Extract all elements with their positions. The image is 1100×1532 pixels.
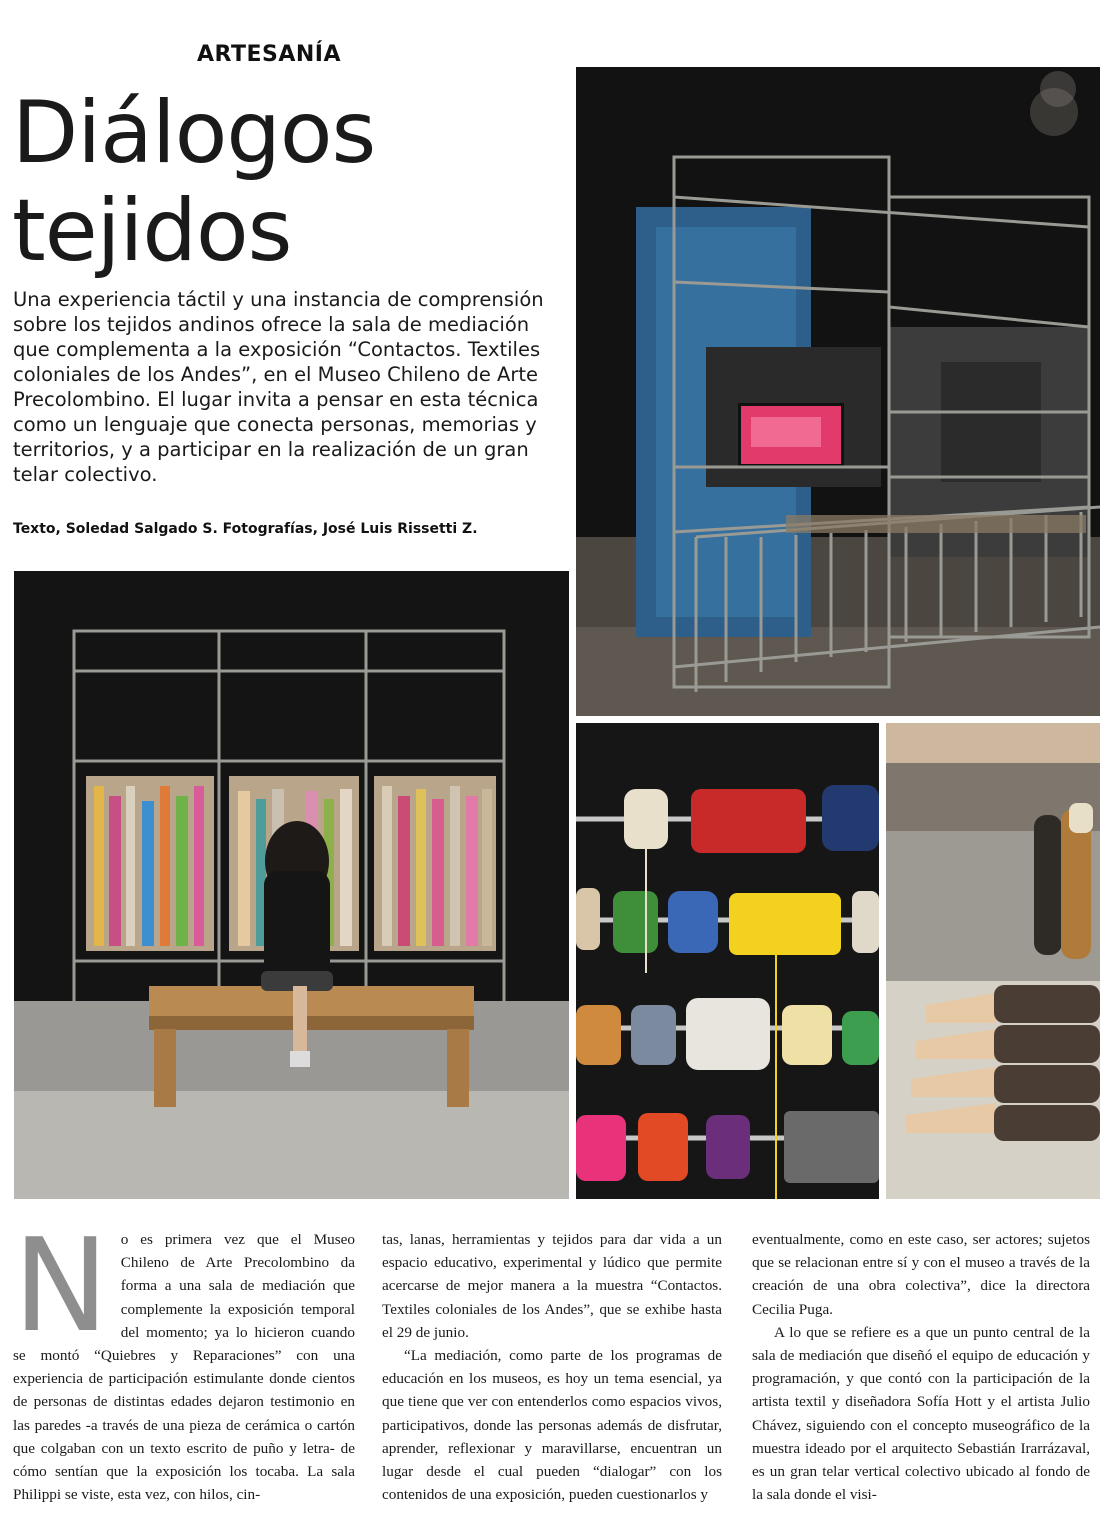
body-paragraph: tas, lanas, herramientas y tejidos para dar vida a un espacio educativo, experimental y lúdico que permite acercarse de mejor manera a la muestra “Contactos. Textiles coloniales de los Andes”, que se exhibe hasta el 29 de junio. (382, 1231, 722, 1341)
lede-paragraph: Una experiencia táctil y una instancia de comprensión sobre los tejidos andinos ofrece la sala de mediación que complementa a la exposición “Contactos. Textiles coloniales de los Andes”, en el Museo Chileno de Arte Precolombino. El lugar invita a pensar en esta técnica como un lenguaje que conecta personas, memorias y territorios, y a participar en la realización de un gran telar colectivo. (13, 288, 544, 486)
weaving-shuttles-photo (886, 723, 1100, 1199)
body-column-2 (382, 1228, 722, 1506)
body-column-1 (13, 1212, 355, 1506)
visitor-textiles-photo (14, 571, 569, 1199)
drop-cap: N (13, 1212, 109, 1361)
body-paragraph: “La mediación, como parte de los programas de educación en los museos, es hoy un tema esencial, ya que tiene que ver con entenderlos como espacios vivos, participativos, donde las personas además de disfrutar, aprender, reflexionar y maravillarse, encuentran un lugar desde el cual pueden “dialogar” con los contenidos de una exposición, pueden cuestionarlos y (382, 1347, 722, 1504)
section-label: ARTESANÍA (197, 42, 342, 67)
headline-line-2: tejidos (12, 181, 292, 281)
body-paragraph: eventualmente, como en este caso, ser actores; sujetos que se relacionan entre sí y con el museo a través de la creación de una obra colectiva”, dice la directora Cecilia Puga. (752, 1231, 1090, 1318)
installation-frame-photo (576, 67, 1100, 716)
body-paragraph: o es primera vez que el Museo Chileno de Arte Precolombino da forma a una sala de mediación que complemente la exposición temporal del momento; ya lo hicieron cuando se montó “Quiebres y Reparaciones” con una experiencia de participación estimulante donde cientos de personas de distintas edades dejaron testimonio en las paredes -a través de una pieza de cerámica o cartón que colgaban con un texto escrito de puño y letra- de cómo sentían que la exposición los tocaba. La sala Philippi se viste, esta vez, con hilos, cin- (13, 1231, 355, 1504)
body-column-3 (752, 1228, 1090, 1506)
thread-spools-photo (576, 723, 879, 1199)
body-paragraph: A lo que se refiere es a que un punto central de la sala de mediación que diseñó el equipo de educación y programación, y que contó con la participación de la artista textil y diseñadora Sofía Hott y el artista Julio Chávez, siguiendo con el concepto museográfico de la muestra ideado por el arquitecto Sebastián Irarrázaval, es un gran telar vertical colectivo ubicado al fondo de la sala donde el visi- (752, 1323, 1090, 1504)
byline-credits: Texto, Soledad Salgado S. Fotografías, José Luis Rissetti Z. (13, 521, 478, 537)
headline-line-1: Diálogos (12, 83, 376, 183)
headline (12, 84, 572, 280)
